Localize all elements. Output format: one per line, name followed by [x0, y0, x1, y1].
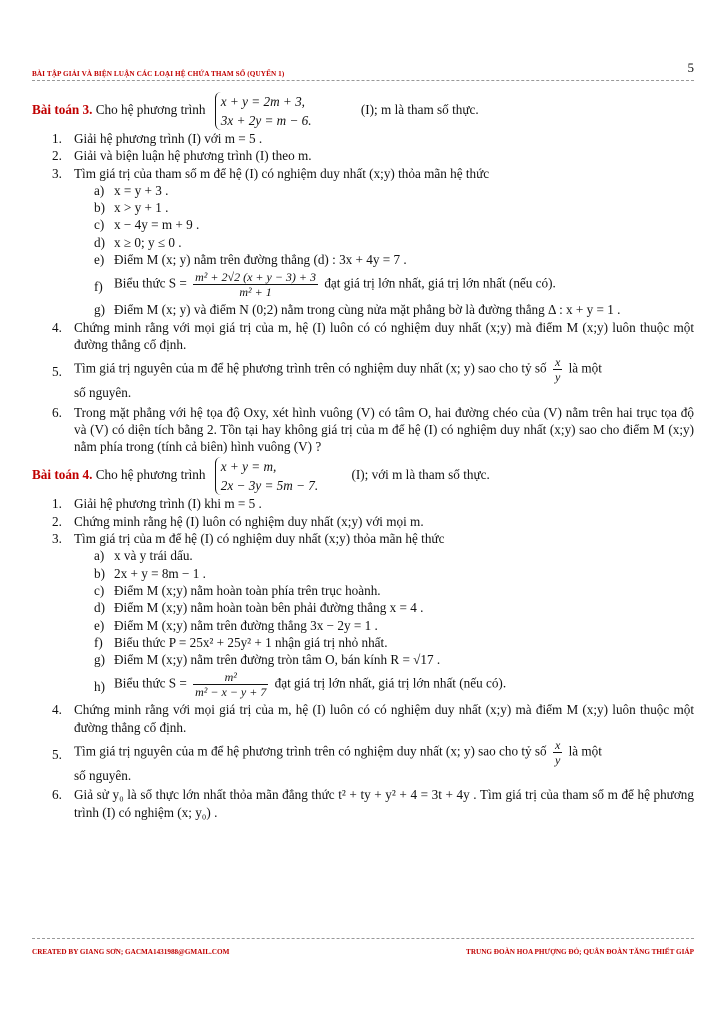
- list-item: 1. Giải hệ phương trình (I) khi m = 5 .: [52, 496, 262, 512]
- problem-3: [32, 92, 694, 455]
- expression-suffix: đạt giá trị lớn nhất, giá trị lớn nhất (nếu có).: [324, 275, 556, 291]
- sub-text: Điểm M (x;y) nằm trên đường tròn tâm O, bán kính R = √17 .: [114, 652, 441, 668]
- sub-text: Điểm M (x;y) nằm trên đường thẳng 3x − 2y = 1 .: [114, 617, 378, 633]
- problem-4-items-cont: [32, 701, 694, 820]
- footer-divider: [32, 938, 694, 939]
- problem-4: [32, 457, 694, 820]
- sub-label: f): [94, 279, 103, 295]
- sub-text: Điểm M (x; y) nằm trên đường thẳng (d) : 3x + 4y = 7 .: [114, 252, 407, 268]
- list-item: 4. Chứng minh rằng với mọi giá trị của m, hệ (I) luôn có có nghiệm duy nhất (x;y) mà điểm M (x;y) luôn thuộc một đường thẳng cố định.: [52, 702, 694, 735]
- header-title: BÀI TẬP GIẢI VÀ BIỆN LUẬN CÁC LOẠI HỆ CHỨA THAM SỐ (QUYỂN 1): [32, 70, 285, 78]
- list-item: 3. Tìm giá trị của m để hệ (I) có nghiệm duy nhất (x;y) thỏa mãn hệ thức: [52, 531, 445, 547]
- sub-label: c): [94, 582, 105, 598]
- sub-item: [32, 565, 694, 582]
- item-text: Giả sử y₀ là số thực lớn nhất thỏa mãn đẳng thức t² + ty + y² + 4 = 3t + 4y . Tìm giá trị của tham số m để hệ phương trình (I) có nghiệm (x; y₀) .: [74, 787, 694, 820]
- sub-label: e): [94, 617, 105, 633]
- sub-text: 2x + y = 8m − 1 .: [114, 565, 206, 581]
- header-divider: [32, 80, 694, 81]
- fraction-denominator: m² + 1: [193, 284, 318, 299]
- item-text-end: số nguyên.: [74, 385, 132, 401]
- sub-label: b): [94, 200, 105, 216]
- item-text: Giải và biện luận hệ phương trình (I) theo m.: [74, 148, 312, 164]
- item-text-suffix: là một: [568, 743, 602, 759]
- sub-item: [32, 634, 694, 651]
- list-item: 2. Giải và biện luận hệ phương trình (I) theo m.: [52, 148, 312, 164]
- fraction-numerator: m²: [224, 670, 237, 685]
- sub-text: [94, 670, 506, 699]
- sub-item-h: [32, 668, 694, 701]
- sub-text: x và y trái dấu.: [114, 548, 193, 564]
- sub-text: x > y + 1 .: [114, 200, 169, 216]
- fraction-denominator: m² − x − y + 7: [195, 685, 267, 700]
- list-item: 5. Tìm giá trị nguyên của m để hệ phương trình trên có nghiệm duy nhất (x; y) sao cho tỷ số $\frac{x}{y}$ là một số nguyên.: [32, 353, 694, 403]
- sub-item: [32, 199, 694, 216]
- sub-text: [94, 270, 556, 299]
- fraction: [553, 738, 562, 767]
- item-text: Trong mặt phẳng với hệ tọa độ Oxy, xét hình vuông (V) có tâm O, hai đường chéo của (V) nằm trên hai trục tọa độ và (V) có diện tích bằng 2. Tồn tại hay không giá trị của m để hệ (I) có nghiệm duy nhất (x;y) sao cho điểm M (x;y) nằm phía trong (tính cả biên) hình vuông (V) ?: [74, 404, 694, 455]
- sub-label: b): [94, 565, 105, 581]
- item-text: Chứng minh rằng hệ (I) luôn có nghiệm duy nhất (x;y) với mọi m.: [74, 513, 424, 529]
- problem-3-items-cont: [32, 319, 694, 456]
- sub-label: g): [94, 302, 105, 318]
- fraction: [193, 670, 268, 699]
- problem-4-items: [32, 495, 694, 547]
- sub-item: [32, 234, 694, 251]
- list-item: 4. Chứng minh rằng với mọi giá trị của m, hệ (I) luôn có có nghiệm duy nhất (x;y) mà điểm M (x;y) luôn thuộc một đường thẳng cố định.: [52, 319, 694, 352]
- sub-label: a): [94, 548, 105, 564]
- expression-prefix: Biểu thức S =: [114, 275, 187, 291]
- problem-3-subitems: [32, 182, 694, 319]
- item-text-suffix: là một: [568, 360, 602, 376]
- problem-4-system: [215, 457, 318, 495]
- sub-item: [32, 617, 694, 634]
- expression-prefix: Biểu thức S =: [114, 675, 187, 691]
- fraction-denominator: y: [554, 370, 561, 385]
- sub-item: [32, 251, 694, 268]
- list-item: 3. Tìm giá trị của tham số m để hệ (I) có nghiệm duy nhất (x;y) thỏa mãn hệ thức: [52, 165, 490, 181]
- item-text: Tìm giá trị của m để hệ (I) có nghiệm duy nhất (x;y) thỏa mãn hệ thức: [74, 531, 445, 547]
- list-item: 1. Giải hệ phương trình (I) với m = 5 .: [52, 131, 263, 146]
- sub-item: [32, 651, 694, 668]
- problem-4-subitems: [32, 547, 694, 701]
- fraction: [193, 270, 318, 299]
- sub-text: x = y + 3 .: [114, 182, 169, 198]
- sub-item: [32, 582, 694, 599]
- list-item: 6. Giả sử y₀ là số thực lớn nhất thỏa mãn đẳng thức t² + ty + y² + 4 = 3t + 4y . Tìm giá trị của tham số m để hệ phương trình (I) có nghiệm (x; y₀) .: [52, 787, 694, 820]
- problem-3-title: Bài toán 3.: [32, 102, 93, 118]
- fraction-numerator: x: [554, 738, 561, 753]
- page-header: [32, 60, 694, 80]
- list-item: 5. Tìm giá trị nguyên của m để hệ phương trình trên có nghiệm duy nhất (x; y) sao cho tỷ số $\frac{x}{y}$ là một số nguyên.: [32, 736, 694, 786]
- sub-text: Điểm M (x; y) và điểm N (0;2) nằm trong cùng nửa mặt phẳng bờ là đường thẳng Δ : x + y = 1 .: [114, 302, 621, 318]
- item-text-end: số nguyên.: [74, 768, 132, 784]
- fraction-denominator: y: [554, 753, 561, 768]
- expression-suffix: đạt giá trị lớn nhất, giá trị lớn nhất (nếu có).: [274, 675, 507, 691]
- problem-3-intro: Cho hệ phương trình: [95, 102, 206, 118]
- sub-item: [32, 547, 694, 564]
- problem-3-eq2: 3x + 2y = m − 6.: [220, 113, 312, 128]
- sub-label: d): [94, 600, 105, 616]
- sub-text: Điểm M (x;y) nằm hoàn toàn bên phải đường thẳng x = 4 .: [114, 600, 424, 616]
- fraction: [553, 355, 562, 384]
- sub-item-f: [32, 268, 694, 301]
- footer-left: CREATED BY GIANG SƠN; GACMA1431988@GMAIL.COM: [32, 948, 230, 956]
- sub-label: d): [94, 234, 105, 250]
- fraction-numerator: m² + 2√2 (x + y − 3) + 3: [195, 270, 317, 285]
- item-text: Tìm giá trị nguyên của m để hệ phương trình trên có nghiệm duy nhất (x; y) sao cho tỷ số: [74, 360, 547, 376]
- page-footer: [32, 948, 694, 956]
- sub-item: [32, 216, 694, 233]
- sub-text: x ≥ 0; y ≤ 0 .: [114, 234, 182, 250]
- sub-label: a): [94, 182, 105, 198]
- sub-label: c): [94, 217, 105, 233]
- list-item: 2. Chứng minh rằng hệ (I) luôn có nghiệm duy nhất (x;y) với mọi m.: [52, 513, 424, 529]
- problem-4-statement: [32, 457, 694, 495]
- problem-4-eq1: x + y = m,: [220, 459, 277, 475]
- sub-text: Điểm M (x;y) nằm hoàn toàn phía trên trục hoành.: [114, 582, 381, 598]
- sub-item: [32, 301, 694, 318]
- footer-right: TRUNG ĐOÀN HOA PHƯỢNG ĐỎ; QUÂN ĐOÀN TĂNG THIẾT GIÁP: [466, 948, 694, 956]
- problem-4-intro: Cho hệ phương trình: [95, 467, 206, 483]
- sub-label: h): [94, 679, 105, 695]
- sub-label: f): [94, 634, 103, 650]
- item-text: Giải hệ phương trình (I) với m = 5 .: [74, 131, 263, 146]
- item-text: Giải hệ phương trình (I) khi m = 5 .: [74, 496, 262, 512]
- item-text: Tìm giá trị của tham số m để hệ (I) có nghiệm duy nhất (x;y) thỏa mãn hệ thức: [74, 165, 490, 181]
- item-text: Tìm giá trị nguyên của m để hệ phương trình trên có nghiệm duy nhất (x; y) sao cho tỷ số: [74, 743, 547, 759]
- problem-3-note: (I); m là tham số thực.: [360, 102, 479, 118]
- sub-label: g): [94, 652, 105, 668]
- fraction-numerator: x: [554, 355, 561, 370]
- item-text: Chứng minh rằng với mọi giá trị của m, hệ (I) luôn có có nghiệm duy nhất (x;y) mà điểm M (x;y) luôn thuộc một đường thẳng cố định.: [74, 702, 694, 735]
- sub-text: Biểu thức P = 25x² + 25y² + 1 nhận giá trị nhỏ nhất.: [114, 634, 388, 650]
- problem-3-statement: [32, 92, 694, 130]
- sub-label: e): [94, 252, 105, 268]
- sub-item: [32, 182, 694, 199]
- sub-text: x − 4y = m + 9 .: [114, 217, 200, 233]
- item-text: Chứng minh rằng với mọi giá trị của m, hệ (I) luôn có có nghiệm duy nhất (x;y) mà điểm M (x;y) luôn thuộc một đường thẳng cố định.: [74, 319, 694, 352]
- document-body: [32, 92, 694, 821]
- problem-3-system: [215, 92, 312, 130]
- list-item: 6. Trong mặt phẳng với hệ tọa độ Oxy, xét hình vuông (V) có tâm O, hai đường chéo của (V) nằm trên hai trục tọa độ và (V) có diện tích bằng 2. Tồn tại hay không giá trị của m để hệ (I) có nghiệm duy nhất (x;y) sao cho điểm M (x;y) nằm phía trong (tính cả biên) hình vuông (V) ?: [52, 404, 694, 455]
- sub-item: [32, 599, 694, 616]
- page-number: 5: [687, 60, 694, 75]
- problem-4-eq2: 2x − 3y = 5m − 7.: [220, 478, 319, 494]
- problem-3-eq1: x + y = 2m + 3,: [220, 94, 305, 109]
- problem-4-title: Bài toán 4.: [32, 467, 93, 483]
- problem-4-note: (I); với m là tham số thực.: [351, 467, 490, 483]
- problem-3-items: [32, 130, 694, 182]
